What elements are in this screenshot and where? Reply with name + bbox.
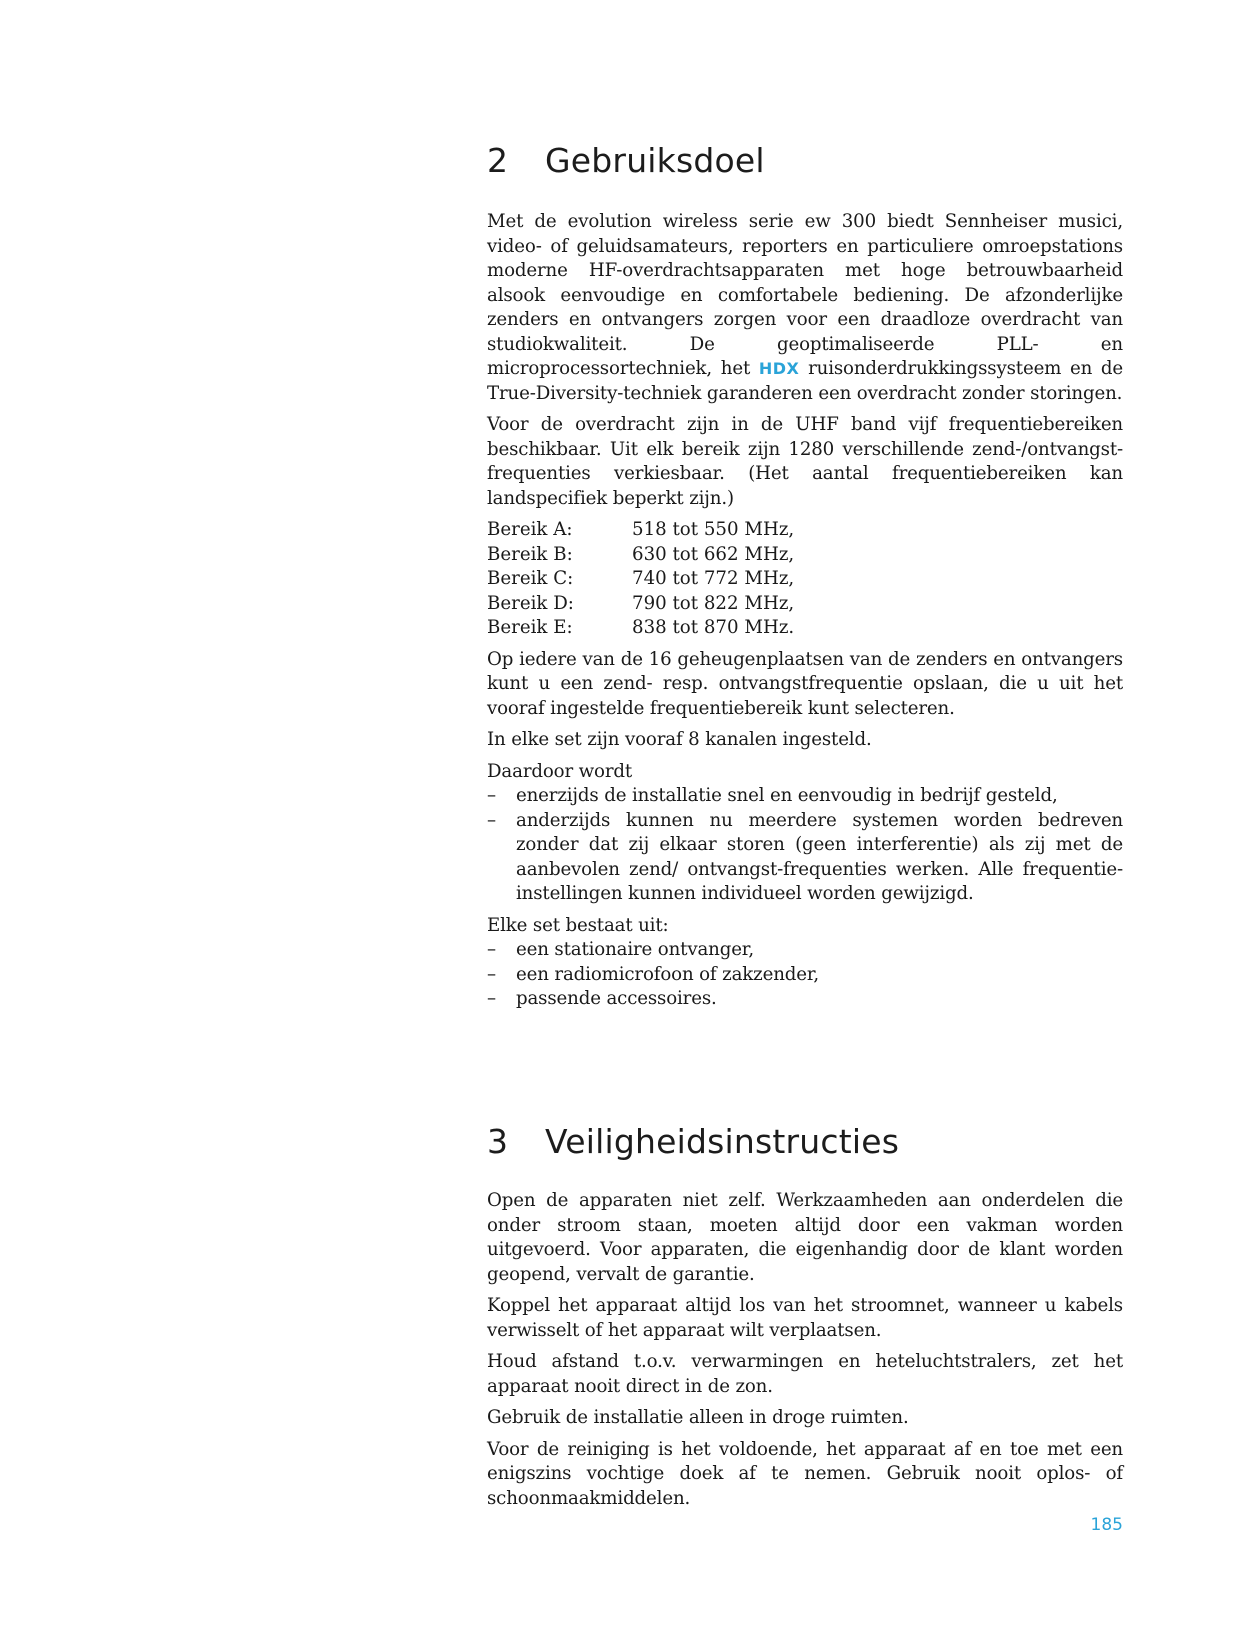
page-number: 185 (1090, 1515, 1123, 1535)
safety-paragraph: Koppel het apparaat altijd los van het stroomnet, wanneer u kabels verwisselt of het apparaat wilt verplaatsen. (487, 1295, 1123, 1341)
list-lead: Daardoor wordt (487, 760, 633, 782)
range-value: 790 tot 822 MHz, (632, 592, 795, 614)
safety-paragraph: Houd afstand t.o.v. verwarmingen en heteluchtstralers, zet het apparaat nooit direct in de zon. (487, 1351, 1123, 1397)
list-item: – passende accessoires. (487, 987, 1123, 1012)
range-row (487, 567, 1123, 592)
section-title: Veiligheidsinstructies (545, 1122, 900, 1161)
safety-paragraph: Voor de reiniging is het voldoende, het apparaat af en toe met een enigszins vochtige doek af te nemen. Gebruik nooit oplos- of schoonmaakmiddelen. (487, 1438, 1123, 1509)
safety-paragraph: Gebruik de installatie alleen in droge ruimten. (487, 1407, 909, 1428)
section-heading (487, 141, 1123, 181)
memory-paragraph: Op iedere van de 16 geheugenplaatsen van de zenders en ontvangers kunt u een zend- resp. ontvangstfrequentie opslaan, die u uit het vooraf ingestelde frequentiebereik kunt selecteren. (487, 648, 1123, 719)
list-item: – een stationaire ontvanger, (487, 938, 1123, 963)
frequency-paragraph: Voor de overdracht zijn in de UHF band vijf frequentiebereiken beschikbaar. Uit elk bereik zijn 1280 verschillende zend-/ontvangst-frequenties verkiesbaar. (Het aantal frequentiebereiken kan landspecifiek beperkt zijn.) (487, 414, 1123, 509)
range-label: Bereik D: (487, 592, 574, 614)
channels-paragraph: In elke set zijn vooraf 8 kanalen ingesteld. (487, 729, 872, 750)
section-gebruiksdoel (487, 141, 1123, 181)
range-value: 838 tot 870 MHz. (632, 617, 795, 638)
range-label: Bereik A: (487, 519, 573, 540)
benefits-list (487, 784, 1123, 907)
range-row (487, 518, 1123, 543)
section-number: 3 (487, 1122, 509, 1161)
range-value: 740 tot 772 MHz, (632, 568, 795, 589)
range-row (487, 543, 1123, 568)
section-heading (487, 1122, 1123, 1162)
section-veiligheidsinstructies (487, 1122, 1123, 1162)
safety-paragraph: Open de apparaten niet zelf. Werkzaamheden aan onderdelen die onder stroom staan, moeten altijd door een vakman worden uitgevoerd. Voor apparaten, die eigenhandig door de klant worden geopend, vervalt de garantie. (487, 1190, 1123, 1285)
dash-bullet: – (487, 809, 496, 831)
list-item: – enerzijds de installatie snel en eenvoudig in bedrijf gesteld, (487, 784, 1123, 809)
list-item: – een radiomicrofoon of zakzender, (487, 963, 1123, 988)
range-row (487, 592, 1123, 617)
range-row (487, 616, 1123, 641)
dash-bullet: – (487, 963, 496, 985)
section-title: Gebruiksdoel (545, 141, 765, 180)
range-label: Bereik B: (487, 543, 573, 565)
frequency-range-list (487, 518, 1123, 641)
section-number: 2 (487, 141, 509, 180)
range-label: Bereik C: (487, 568, 574, 589)
section-veiligheidsinstructies-body (487, 1189, 1123, 1518)
range-label: Bereik E: (487, 617, 573, 638)
section-gebruiksdoel-body (487, 210, 1123, 1019)
dash-bullet: – (487, 785, 496, 806)
set-contents-list (487, 938, 1123, 1012)
dash-bullet: – (487, 939, 496, 960)
dash-bullet: – (487, 988, 496, 1009)
hdx-logo: HDX (758, 359, 800, 378)
range-value: 630 tot 662 MHz, (632, 543, 795, 565)
intro-paragraph: Met de evolution wireless serie ew 300 biedt Sennheiser musici, video- of geluidsamateurs, reporters en particuliere omroepstations moderne HF-overdrachtsapparaten met hoge betrouwbaarheid alsook eenvoudige en comfortabele bediening. De afzonderlijke zenders en ontvangers zorgen voor een draadloze overdracht van studiokwaliteit. De geoptimaliseerde PLL- en microprocessortechniek, het HDX ruisonderdrukkingssysteem en de True-Diversity-techniek garanderen een overdracht zonder storingen. (487, 211, 1124, 404)
list-lead: Elke set bestaat uit: (487, 914, 669, 936)
list-item: – anderzijds kunnen nu meerdere systemen worden bedreven zonder dat zij elkaar storen (geen interferentie) als zij met de aanbevolen zend/ ontvangst-frequenties werken. Alle frequentie-instellingen kunnen individueel worden gewijzigd. (487, 809, 1123, 904)
range-value: 518 tot 550 MHz, (632, 519, 795, 540)
